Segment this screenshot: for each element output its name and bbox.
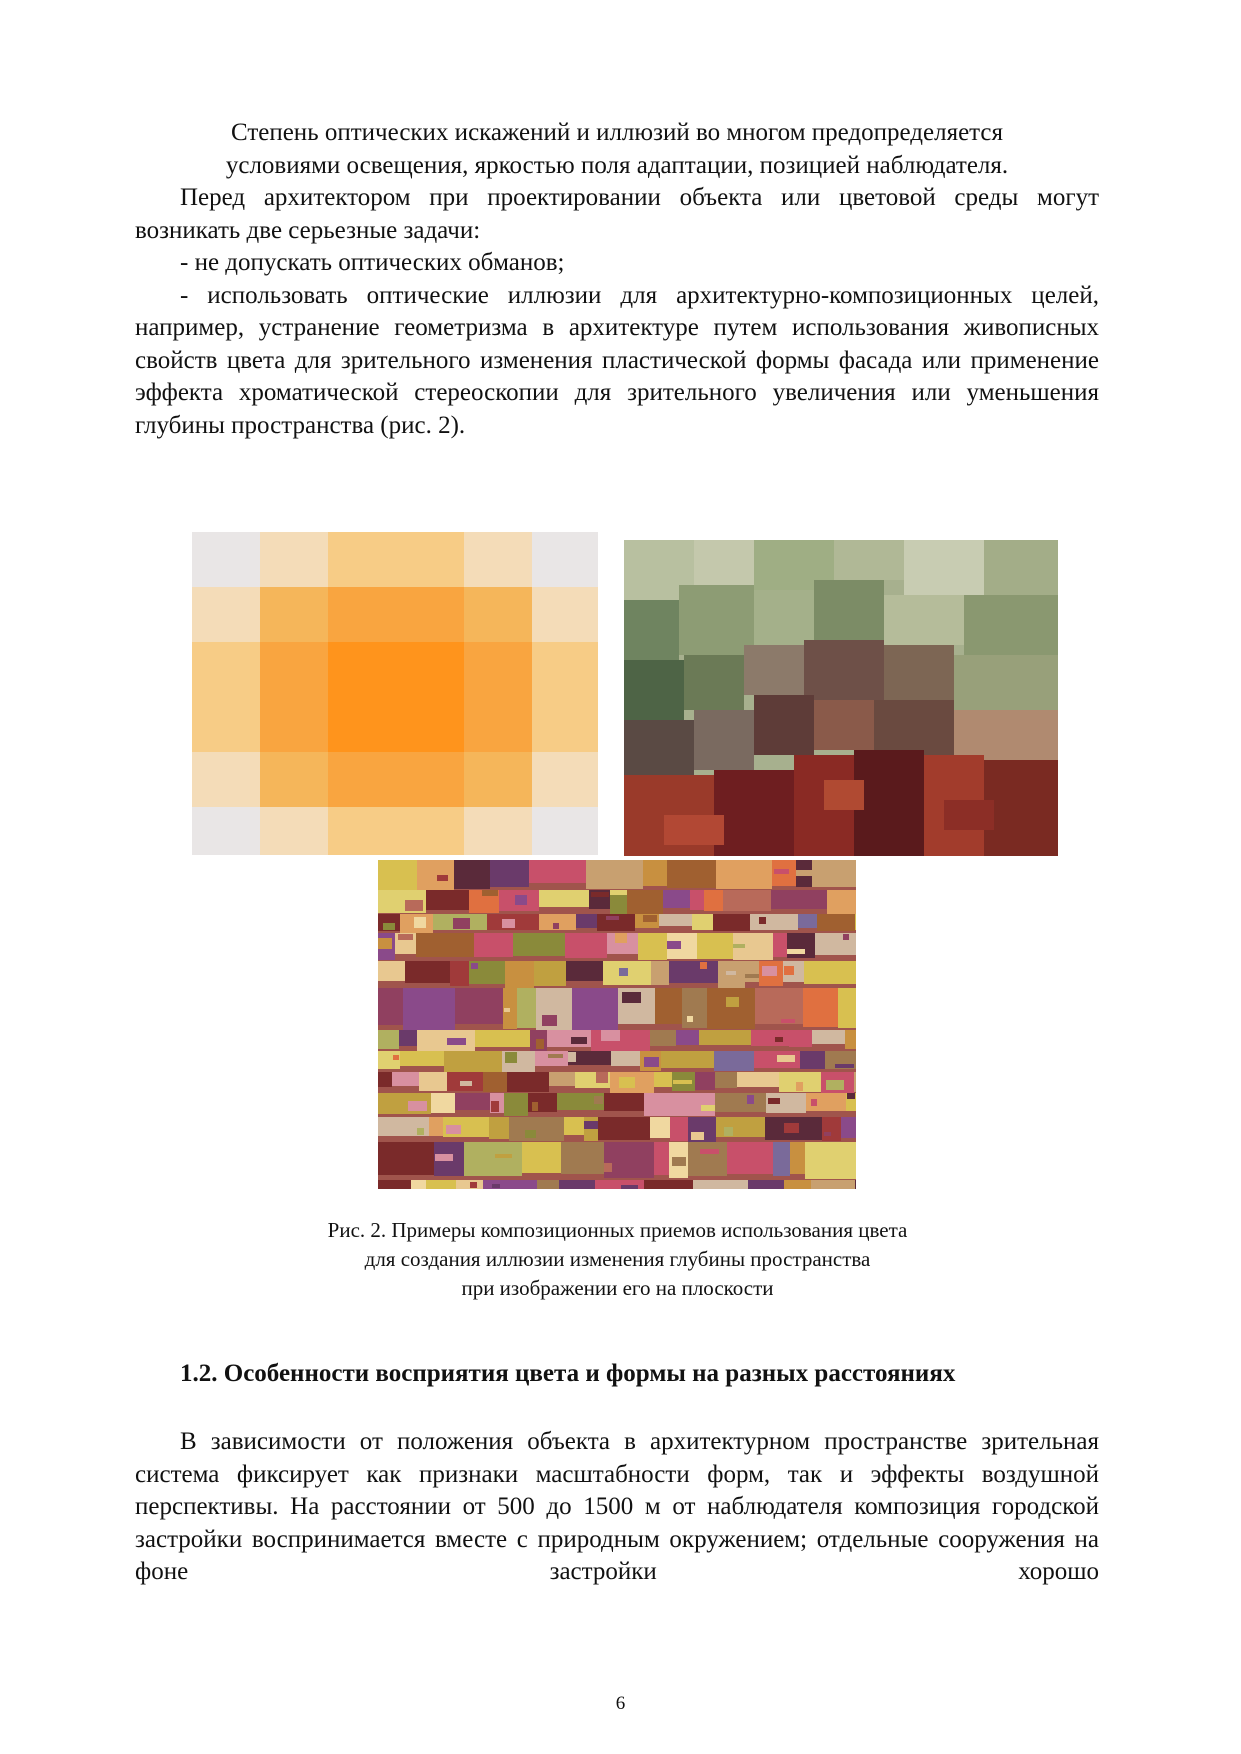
mosaic-tile bbox=[450, 961, 469, 986]
mosaic-tile bbox=[704, 890, 723, 911]
intro-list-item-1: - не допускать оптических обманов; bbox=[180, 249, 565, 276]
muted-block bbox=[954, 710, 1058, 760]
mosaic-accent bbox=[447, 1038, 466, 1045]
mosaic-accent bbox=[417, 1128, 424, 1135]
orange-tile bbox=[260, 697, 328, 752]
mosaic-tile bbox=[505, 961, 534, 988]
mosaic-tile bbox=[643, 860, 667, 886]
mosaic-tile bbox=[474, 933, 513, 957]
mosaic-tile bbox=[663, 890, 690, 908]
mosaic-tile bbox=[716, 1117, 765, 1137]
mosaic-tile bbox=[400, 1051, 444, 1066]
mosaic-tile bbox=[378, 1142, 434, 1175]
mosaic-accent bbox=[784, 966, 794, 975]
mosaic-tile bbox=[655, 988, 682, 1024]
mosaic-tile bbox=[598, 1117, 650, 1140]
orange-tile bbox=[532, 752, 598, 807]
muted-block bbox=[984, 760, 1058, 856]
muted-block bbox=[754, 590, 814, 645]
mosaic-tile bbox=[559, 1180, 595, 1189]
muted-block bbox=[944, 800, 994, 830]
mosaic-tile bbox=[811, 1180, 855, 1189]
mosaic-tile bbox=[654, 1072, 672, 1087]
mosaic-tile bbox=[455, 988, 503, 1024]
muted-block bbox=[714, 770, 794, 856]
muted-block bbox=[744, 645, 804, 695]
mosaic-tile bbox=[405, 961, 450, 983]
mosaic-tile bbox=[854, 1072, 856, 1092]
mosaic-accent bbox=[525, 1130, 536, 1138]
mosaic-tile bbox=[697, 933, 733, 959]
muted-block bbox=[694, 540, 754, 585]
mosaic-tile bbox=[549, 1072, 575, 1086]
intro-paragraph-1-line-2: условиями освещения, яркостью поля адаптации, позицией наблюдателя. bbox=[225, 151, 1009, 179]
mosaic-accent bbox=[492, 1184, 500, 1188]
orange-tile bbox=[192, 807, 260, 855]
mosaic-tile bbox=[534, 961, 566, 986]
mosaic-tile bbox=[650, 1117, 670, 1138]
mosaic-tile bbox=[504, 1093, 528, 1116]
mosaic-tile bbox=[455, 1093, 490, 1110]
mosaic-accent bbox=[826, 1080, 844, 1090]
mosaic-accent bbox=[745, 974, 761, 978]
mosaic-tile bbox=[771, 890, 827, 909]
orange-tile bbox=[260, 532, 328, 587]
muted-block bbox=[624, 660, 684, 720]
mosaic-tile bbox=[378, 988, 403, 1025]
mosaic-accent bbox=[615, 933, 627, 943]
mosaic-accent bbox=[515, 895, 527, 905]
mosaic-tile bbox=[456, 1180, 483, 1189]
mosaic-accent bbox=[502, 919, 515, 928]
mosaic-accent bbox=[672, 1157, 686, 1166]
section-paragraph-1: В зависимости от положения объекта в архитектурном пространстве зрительная система фиксирует как признаки масштабности форм, так и эффекты воздушной перспективы. На расстоянии от 500 до 1500 м от наблюдателя композиция городской застройки воспринимается вместе с природным окружением; отдельные сооружения на фоне застройки хорошо bbox=[135, 1428, 1099, 1585]
mosaic-tile bbox=[659, 914, 692, 926]
mosaic-accent bbox=[568, 1052, 576, 1062]
mosaic-tile bbox=[566, 961, 603, 981]
muted-block bbox=[824, 780, 864, 810]
caption-line-3: при изображении его на плоскости bbox=[461, 1276, 774, 1300]
mosaic-accent bbox=[787, 949, 805, 954]
mosaic-tile bbox=[773, 1142, 790, 1176]
mosaic-tile bbox=[644, 1180, 693, 1189]
mosaic-tile bbox=[676, 1030, 699, 1045]
mosaic-accent bbox=[774, 869, 789, 874]
mosaic-tile bbox=[392, 1072, 419, 1086]
mosaic-accent bbox=[536, 1039, 544, 1049]
mosaic-accent bbox=[790, 1157, 804, 1162]
figure-caption bbox=[180, 1216, 1055, 1303]
mosaic-tile bbox=[490, 860, 529, 887]
mosaic-tile bbox=[815, 933, 856, 955]
mosaic-accent bbox=[733, 944, 745, 948]
mosaic-accent bbox=[593, 882, 608, 888]
mosaic-tile bbox=[827, 890, 856, 914]
mosaic-tile bbox=[572, 988, 618, 1030]
mosaic-tile bbox=[411, 1180, 426, 1189]
muted-block bbox=[964, 595, 1058, 655]
mosaic-tile bbox=[699, 1030, 751, 1045]
muted-block bbox=[874, 700, 954, 755]
mosaic-accent bbox=[775, 1037, 783, 1042]
mosaic-accent bbox=[432, 1120, 440, 1125]
mosaic-accent bbox=[622, 992, 641, 1003]
mosaic-accent bbox=[847, 1093, 855, 1099]
orange-tile bbox=[532, 587, 598, 642]
mosaic-tile bbox=[426, 890, 469, 910]
mosaic-accent bbox=[548, 1054, 563, 1058]
mosaic-tile bbox=[591, 1030, 650, 1051]
mosaic-accent bbox=[532, 1102, 538, 1111]
mosaic-tile bbox=[701, 1093, 715, 1116]
mosaic-tile bbox=[431, 1093, 455, 1113]
mosaic-accent bbox=[724, 1127, 733, 1136]
section-text bbox=[135, 1426, 1099, 1589]
mosaic-tile bbox=[537, 1180, 559, 1189]
mosaic-tile bbox=[695, 1072, 715, 1090]
colorful-mosaic-illustration bbox=[378, 860, 856, 1189]
intro-list-item-2: - использовать оптические иллюзии для архитектурно-композиционных целей, например, устранение геометризма в архитектуре путем использования живописных свойств цвета для зрительного изменения пластической формы фасада или применение эффекта хроматической стереоскопии для зрительного увеличения или уменьшения глубины пространства (рис. 2). bbox=[135, 281, 1099, 439]
mosaic-tile bbox=[509, 1117, 564, 1141]
mosaic-tile bbox=[529, 860, 586, 883]
muted-block bbox=[694, 710, 754, 770]
mosaic-accent bbox=[691, 1132, 704, 1140]
mosaic-tile bbox=[661, 1051, 714, 1068]
mosaic-accent bbox=[796, 1082, 803, 1091]
mosaic-tile bbox=[845, 1030, 856, 1049]
mosaic-accent bbox=[768, 1098, 780, 1104]
mosaic-tile bbox=[403, 988, 455, 1030]
mosaic-accent bbox=[835, 1064, 854, 1068]
mosaic-accent bbox=[405, 900, 423, 911]
orange-tile bbox=[532, 697, 598, 752]
mosaic-accent bbox=[777, 1055, 795, 1062]
mosaic-tile bbox=[713, 914, 750, 931]
mosaic-accent bbox=[470, 1182, 477, 1188]
mosaic-tile bbox=[644, 1093, 701, 1116]
muted-block bbox=[984, 540, 1058, 600]
mosaic-tile bbox=[576, 914, 597, 928]
mosaic-accent bbox=[643, 915, 657, 922]
orange-tile bbox=[396, 587, 464, 642]
mosaic-tile bbox=[692, 914, 713, 930]
mosaic-accent bbox=[460, 1081, 472, 1086]
mosaic-tile bbox=[669, 961, 718, 983]
mosaic-accent bbox=[504, 1008, 510, 1012]
muted-block bbox=[884, 645, 954, 700]
mosaic-tile bbox=[654, 1142, 669, 1175]
orange-tile bbox=[396, 807, 464, 855]
mosaic-tile bbox=[464, 1142, 522, 1176]
mosaic-accent bbox=[453, 918, 470, 929]
orange-tile bbox=[328, 697, 396, 752]
mosaic-tile bbox=[378, 1072, 392, 1087]
mosaic-tile bbox=[638, 933, 667, 960]
orange-tile bbox=[396, 752, 464, 807]
mosaic-tile bbox=[399, 1030, 417, 1046]
mosaic-accent bbox=[383, 923, 395, 930]
mosaic-accent bbox=[784, 1123, 799, 1133]
mosaic-tile bbox=[429, 1117, 443, 1136]
mosaic-tile bbox=[773, 933, 787, 957]
mosaic-accent bbox=[700, 1149, 719, 1154]
mosaic-accent bbox=[491, 1101, 499, 1112]
mosaic-tile bbox=[688, 1142, 727, 1176]
orange-tile bbox=[464, 807, 532, 855]
mosaic-tile bbox=[855, 914, 856, 930]
mosaic-tile bbox=[727, 1142, 773, 1174]
muted-block bbox=[679, 585, 754, 655]
mosaic-accent bbox=[619, 1077, 635, 1088]
mosaic-accent bbox=[700, 962, 707, 969]
mosaic-tile bbox=[714, 1051, 754, 1071]
mosaic-tile bbox=[838, 988, 856, 1028]
mosaic-tile bbox=[751, 1030, 789, 1046]
orange-tile bbox=[464, 697, 532, 752]
orange-tile bbox=[192, 642, 260, 697]
mosaic-accent bbox=[505, 1052, 517, 1063]
mosaic-tile bbox=[444, 1051, 502, 1072]
orange-tile bbox=[532, 642, 598, 697]
mosaic-tile bbox=[426, 1180, 456, 1189]
orange-tile bbox=[464, 587, 532, 642]
muted-block bbox=[624, 720, 694, 775]
mosaic-tile bbox=[812, 1030, 845, 1044]
muted-block bbox=[904, 540, 984, 595]
mosaic-accent bbox=[596, 1072, 608, 1083]
mosaic-tile bbox=[475, 1030, 530, 1047]
mosaic-tile bbox=[454, 860, 490, 889]
mosaic-tile bbox=[693, 1180, 748, 1189]
mosaic-tile bbox=[737, 1072, 779, 1087]
mosaic-tile bbox=[378, 961, 405, 981]
muted-block bbox=[884, 595, 964, 645]
orange-tile bbox=[532, 532, 598, 587]
mosaic-accent bbox=[553, 923, 559, 929]
mosaic-accent bbox=[762, 966, 777, 976]
mosaic-tile bbox=[513, 933, 565, 956]
orange-grid-illustration bbox=[192, 532, 598, 855]
mosaic-tile bbox=[483, 1072, 507, 1092]
section-heading: 1.2. Особенности восприятия цвета и формы на разных расстояниях bbox=[180, 1360, 956, 1387]
mosaic-accent bbox=[726, 997, 739, 1007]
mosaic-tile bbox=[522, 1142, 561, 1173]
mosaic-tile bbox=[841, 1117, 856, 1138]
mosaic-tile bbox=[748, 1180, 784, 1189]
mosaic-tile bbox=[805, 1142, 856, 1179]
mosaic-accent bbox=[571, 1037, 587, 1044]
mosaic-accent bbox=[619, 968, 628, 976]
mosaic-accent bbox=[667, 941, 681, 949]
mosaic-tile bbox=[378, 1030, 399, 1049]
mosaic-accent bbox=[610, 890, 627, 895]
caption-line-1: Рис. 2. Примеры композиционных приемов использования цвета bbox=[327, 1218, 908, 1242]
mosaic-tile bbox=[822, 1117, 841, 1141]
mosaic-accent bbox=[378, 938, 392, 949]
orange-tile bbox=[260, 642, 328, 697]
mosaic-tile bbox=[716, 860, 772, 889]
intro-paragraph-1-line-1: Степень оптических искажений и иллюзий во многом предопределяется bbox=[230, 119, 1004, 146]
mosaic-tile bbox=[627, 890, 663, 914]
mosaic-tile bbox=[416, 933, 474, 957]
mosaic-accent bbox=[781, 1019, 795, 1023]
mosaic-accent bbox=[601, 1030, 620, 1041]
caption-line-2: для создания иллюзии изменения глубины пространства bbox=[364, 1247, 871, 1271]
mosaic-accent bbox=[811, 1099, 817, 1106]
mosaic-tile bbox=[804, 961, 822, 984]
mosaic-tile bbox=[667, 860, 716, 888]
mosaic-tile bbox=[784, 1180, 811, 1189]
mosaic-accent bbox=[591, 892, 609, 897]
mosaic-tile bbox=[812, 860, 856, 887]
mosaic-tile bbox=[715, 1093, 766, 1112]
mosaic-accent bbox=[495, 1154, 512, 1158]
mosaic-accent bbox=[393, 1055, 399, 1060]
orange-tile bbox=[396, 697, 464, 752]
mosaic-tile bbox=[723, 890, 771, 911]
mosaic-tile bbox=[539, 890, 589, 907]
mosaic-accent bbox=[621, 1185, 638, 1189]
mosaic-accent bbox=[398, 934, 413, 940]
mosaic-accent bbox=[604, 1163, 612, 1172]
mosaic-tile bbox=[611, 1051, 640, 1066]
mosaic-tile bbox=[489, 1117, 509, 1139]
mosaic-tile bbox=[378, 860, 417, 890]
orange-tile bbox=[192, 587, 260, 642]
mosaic-tile bbox=[604, 1093, 644, 1111]
orange-tile bbox=[192, 532, 260, 587]
orange-tile bbox=[192, 752, 260, 807]
mosaic-accent bbox=[701, 1105, 716, 1111]
orange-tile bbox=[464, 532, 532, 587]
mosaic-tile bbox=[855, 1180, 856, 1189]
mosaic-tile bbox=[417, 1030, 438, 1051]
mosaic-accent bbox=[843, 934, 849, 940]
mosaic-tile bbox=[715, 1072, 737, 1088]
orange-tile bbox=[532, 807, 598, 855]
orange-tile bbox=[260, 807, 328, 855]
mosaic-tile bbox=[817, 914, 855, 931]
muted-block bbox=[684, 655, 744, 710]
mosaic-accent bbox=[437, 875, 448, 881]
mosaic-tile bbox=[800, 1051, 825, 1069]
mosaic-tile bbox=[750, 914, 798, 930]
mosaic-tile bbox=[417, 860, 454, 890]
mosaic-tile bbox=[561, 1142, 604, 1174]
orange-tile bbox=[464, 752, 532, 807]
orange-tile bbox=[328, 642, 396, 697]
mosaic-tile bbox=[822, 961, 856, 984]
mosaic-accent bbox=[471, 963, 478, 969]
mosaic-accent bbox=[824, 1132, 831, 1136]
muted-block bbox=[624, 600, 679, 660]
mosaic-tile bbox=[507, 1072, 549, 1092]
intro-text bbox=[135, 117, 1099, 442]
mosaic-accent bbox=[542, 1015, 557, 1026]
mosaic-tile bbox=[604, 1142, 654, 1178]
muted-block bbox=[804, 640, 884, 700]
mosaic-tile bbox=[745, 961, 759, 982]
mosaic-tile bbox=[517, 988, 536, 1028]
muted-block bbox=[754, 695, 814, 755]
mosaic-accent bbox=[606, 916, 619, 920]
orange-tile bbox=[260, 587, 328, 642]
mosaic-accent bbox=[644, 1057, 659, 1067]
mosaic-accent bbox=[408, 1101, 427, 1111]
mosaic-tile bbox=[787, 933, 815, 958]
muted-block bbox=[814, 580, 884, 640]
mosaic-accent bbox=[759, 917, 766, 924]
mosaic-accent bbox=[584, 1121, 599, 1129]
intro-paragraph-2: Перед архитектором при проектировании объекта или цветовой среды могут возникать две серьезные задачи: bbox=[135, 184, 1099, 244]
mosaic-accent bbox=[594, 1096, 603, 1104]
mosaic-tile bbox=[419, 1072, 447, 1091]
mosaic-tile bbox=[565, 933, 607, 958]
mosaic-accent bbox=[435, 1154, 453, 1161]
orange-tile bbox=[328, 752, 396, 807]
mosaic-accent bbox=[687, 1016, 693, 1022]
muted-block bbox=[814, 700, 874, 750]
orange-tile bbox=[396, 642, 464, 697]
mosaic-accent bbox=[482, 890, 498, 896]
mosaic-tile bbox=[378, 1180, 411, 1189]
orange-tile bbox=[260, 752, 328, 807]
mosaic-tile bbox=[650, 1030, 676, 1046]
orange-tile bbox=[328, 587, 396, 642]
mosaic-tile bbox=[651, 961, 669, 985]
mosaic-accent bbox=[673, 1080, 692, 1084]
mosaic-tile bbox=[707, 988, 755, 1029]
mosaic-accent bbox=[414, 917, 426, 928]
muted-blocks-illustration bbox=[624, 540, 1058, 856]
mosaic-tile bbox=[670, 1117, 688, 1141]
mosaic-tile bbox=[535, 1051, 568, 1066]
orange-tile bbox=[192, 697, 260, 752]
mosaic-tile bbox=[798, 914, 817, 928]
orange-tile bbox=[328, 532, 396, 587]
muted-block bbox=[954, 655, 1058, 710]
orange-tile bbox=[464, 642, 532, 697]
mosaic-accent bbox=[747, 1095, 754, 1104]
page-number: 6 bbox=[615, 1693, 626, 1714]
muted-block bbox=[664, 815, 724, 845]
mosaic-tile bbox=[564, 1117, 584, 1135]
mosaic-tile bbox=[483, 1180, 537, 1189]
mosaic-tile bbox=[755, 988, 803, 1024]
muted-block bbox=[854, 750, 924, 856]
mosaic-tile bbox=[690, 890, 704, 910]
muted-block bbox=[834, 540, 904, 580]
mosaic-accent bbox=[726, 971, 736, 975]
mosaic-tile bbox=[682, 988, 707, 1028]
mosaic-accent bbox=[446, 1125, 461, 1134]
mosaic-tile bbox=[803, 988, 838, 1027]
orange-tile bbox=[396, 532, 464, 587]
orange-tile bbox=[328, 807, 396, 855]
mosaic-tile bbox=[789, 1030, 812, 1047]
